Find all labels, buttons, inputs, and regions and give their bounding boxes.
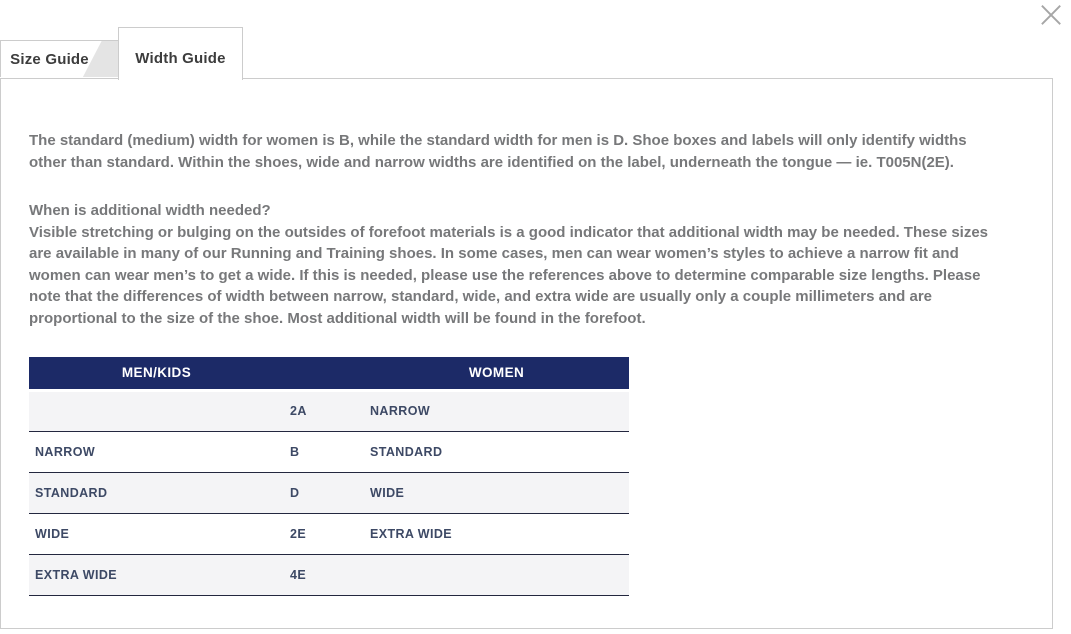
width-code-cell: 2A	[284, 390, 364, 431]
tab-size-guide[interactable]	[0, 40, 119, 77]
tab-width-guide[interactable]	[118, 27, 243, 80]
column-header-spacer	[284, 357, 364, 390]
width-code-cell: B	[284, 431, 364, 472]
women-width-cell: NARROW	[364, 390, 629, 431]
table-row	[29, 431, 629, 472]
close-icon[interactable]: ×	[1031, 0, 1071, 34]
tab-size-guide-label: Size Guide	[10, 50, 89, 68]
width-code-cell: 4E	[284, 554, 364, 595]
women-width-cell: STANDARD	[364, 431, 629, 472]
tab-bar	[0, 0, 1071, 79]
men-width-cell: EXTRA WIDE	[29, 554, 284, 595]
women-width-cell	[364, 554, 629, 595]
additional-width-section	[29, 200, 1002, 329]
width-intro-paragraph: The standard (medium) width for women is B, while the standard width for men is D. Shoe boxes and labels will only identify widths other than standard. Within the shoes, wide and narrow widths are identified on the label, underneath the tongue — ie. T005N(2E).	[29, 132, 967, 171]
additional-width-heading: When is additional width needed?	[29, 202, 271, 219]
women-width-cell: EXTRA WIDE	[364, 513, 629, 554]
women-width-cell: WIDE	[364, 472, 629, 513]
column-header-women: WOMEN	[364, 357, 629, 390]
column-header-men-kids: MEN/KIDS	[29, 357, 284, 390]
width-comparison-table	[29, 357, 629, 596]
width-code-cell: D	[284, 472, 364, 513]
men-width-cell: NARROW	[29, 431, 284, 472]
width-code-cell: 2E	[284, 513, 364, 554]
width-guide-panel	[0, 78, 1053, 629]
table-row	[29, 472, 629, 513]
men-width-cell: WIDE	[29, 513, 284, 554]
table-row	[29, 513, 629, 554]
table-header-row	[29, 357, 629, 390]
men-width-cell: STANDARD	[29, 472, 284, 513]
additional-width-paragraph: Visible stretching or bulging on the outsides of forefoot materials is a good indicator that additional width may be needed. These sizes are available in many of our Running and Training shoes. In some cases, men can wear women’s styles to achieve a narrow fit and women can wear men’s to get a wide. If this is needed, please use the references above to determine comparable size lengths. Please note that the differences of width between narrow, standard, wide, and extra wide are usually only a couple millimeters and are proportional to the size of the shoe. Most additional width will be found in the forefoot.	[29, 223, 989, 327]
table-row	[29, 390, 629, 431]
men-width-cell	[29, 390, 284, 431]
tab-width-guide-label: Width Guide	[135, 49, 226, 67]
table-row	[29, 554, 629, 595]
